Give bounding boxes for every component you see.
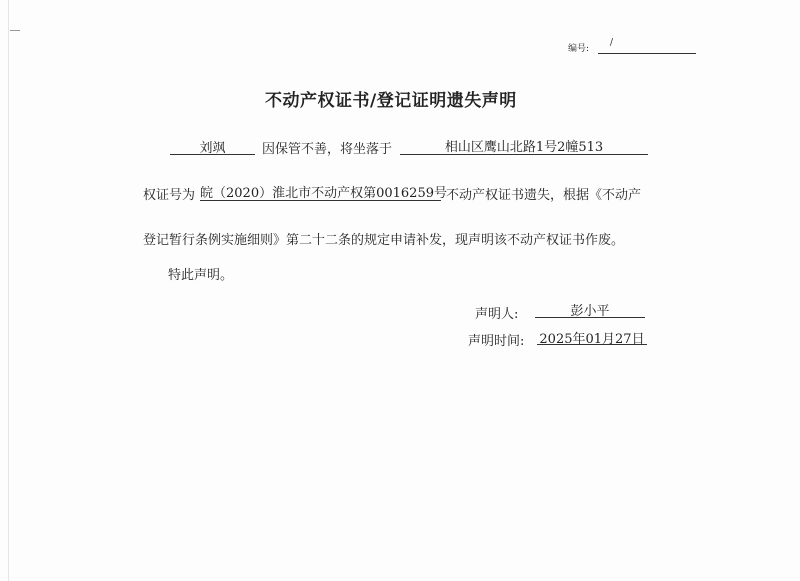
date-label: 声明时间: bbox=[468, 334, 525, 349]
number-value: / bbox=[610, 38, 614, 48]
certificate-number: 皖（2020）淮北市不动产权第0016259号 bbox=[200, 186, 447, 201]
declarant-label: 声明人: bbox=[475, 307, 519, 322]
body-text-2: 权证号为 bbox=[143, 188, 196, 203]
address-underline bbox=[400, 154, 648, 155]
certificate-underline bbox=[200, 200, 441, 201]
scan-mark bbox=[10, 30, 20, 31]
declarant-underline bbox=[535, 317, 645, 318]
owner-underline bbox=[170, 154, 255, 155]
declarant-name: 彭小平 bbox=[570, 304, 610, 319]
body-text-3: 不动产权证书遗失，根据《不动产 bbox=[446, 188, 642, 203]
scan-edge bbox=[8, 0, 9, 581]
date-underline bbox=[537, 344, 647, 345]
body-text-1: 因保管不善，将坐落于 bbox=[262, 142, 393, 157]
body-text-4: 登记暂行条例实施细则》第二十二条的规定申请补发，现声明该不动产权证书作废。 bbox=[143, 233, 625, 248]
number-label: 编号: bbox=[568, 44, 590, 54]
body-text-5: 特此声明。 bbox=[168, 268, 234, 283]
owner-name: 刘飒 bbox=[199, 141, 226, 156]
date-value: 2025年01月27日 bbox=[539, 332, 645, 347]
number-underline bbox=[598, 53, 696, 54]
page-title: 不动产权证书/登记证明遗失声明 bbox=[265, 91, 517, 111]
address-value: 相山区鹰山北路1号2幢513 bbox=[444, 140, 604, 155]
